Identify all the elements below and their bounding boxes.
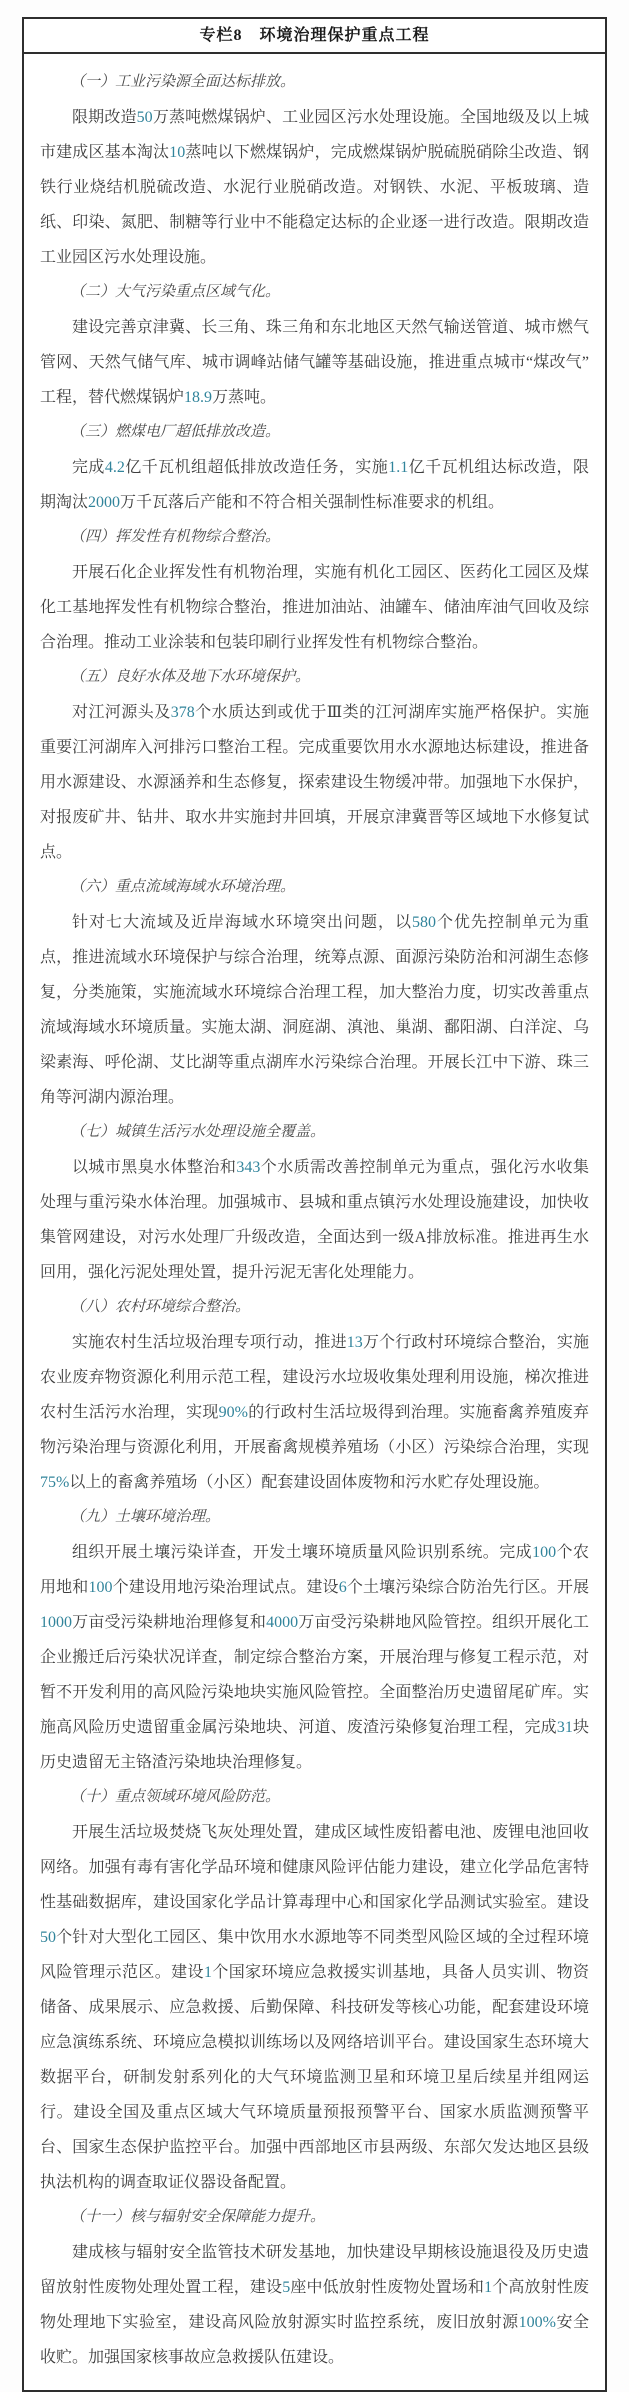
section-body: 完成4.2亿千瓦机组超低排放改造任务，实施1.1亿千瓦机组达标改造，限期淘汰2000万千瓦落后产能和不符合相关强制性标准要求的机组。 (40, 459, 589, 511)
document-box (22, 17, 607, 2392)
section-heading: （七）城镇生活污水处理设施全覆盖。 (70, 1124, 326, 1140)
section-body: 组织开展土壤污染详查，开发土壤环境质量风险识别系统。完成100个农用地和100个建设用地污染治理试点。建设6个土壤污染综合防治先行区。开展1000万亩受污染耕地治理修复和4000万亩受污染耕地风险管控。组织开展化工企业搬迁后污染状况详查，制定综合整治方案，开展治理与修复工程示范，对暂不开发利用的高风险污染地块实施风险管控。全面整治历史遗留尾矿库。实施高风险历史遗留重金属污染地块、河道、废渣污染修复治理工程，完成31块历史遗留无主铬渣污染地块治理修复。 (40, 1544, 589, 1771)
section-body: 建设完善京津冀、长三角、珠三角和东北地区天然气输送管道、城市燃气管网、天然气储气库、城市调峰站储气罐等基础设施，推进重点城市“煤改气”工程，替代燃煤锅炉18.9万蒸吨。 (40, 319, 589, 406)
section-body: 对江河源头及378个水质达到或优于Ⅲ类的江河湖库实施严格保护。实施重要江河湖库入河排污口整治工程。完成重要饮用水水源地达标建设，推进备用水源建设、水源涵养和生态修复，探索建设生物缓冲带。加强地下水保护，对报废矿井、钻井、取水井实施封井回填，开展京津冀晋等区域地下水修复试点。 (40, 704, 589, 861)
section-body: 限期改造50万蒸吨燃煤锅炉、工业园区污水处理设施。全国地级及以上城市建成区基本淘汰10蒸吨以下燃煤锅炉，完成燃煤锅炉脱硫脱硝除尘改造、钢铁行业烧结机脱硫改造、水泥行业脱硝改造。对钢铁、水泥、平板玻璃、造纸、印染、氮肥、制糖等行业中不能稳定达标的企业逐一进行改造。限期改造工业园区污水处理设施。 (40, 109, 589, 266)
box-title: 专栏8 环境治理保护重点工程 (24, 19, 605, 54)
section-heading: （十一）核与辐射安全保障能力提升。 (70, 2209, 326, 2225)
section-heading: （三）燃煤电厂超低排放改造。 (70, 424, 281, 440)
section-heading: （十）重点领域环境风险防范。 (70, 1789, 281, 1805)
section-body: 建成核与辐射安全监管技术研发基地，加快建设早期核设施退役及历史遗留放射性废物处理处置工程，建设5座中低放射性废物处置场和1个高放射性废物处理地下实验室，建设高风险放射源实时监控系统，废旧放射源100%安全收贮。加强国家核事故应急救援队伍建设。 (40, 2244, 589, 2366)
section-heading: （一）工业污染源全面达标排放。 (70, 74, 296, 90)
section-heading: （九）土壤环境治理。 (70, 1509, 221, 1525)
section-body: 开展生活垃圾焚烧飞灰处理处置，建成区域性废铅蓄电池、废锂电池回收网络。加强有毒有害化学品环境和健康风险评估能力建设，建立化学品危害特性基础数据库，建设国家化学品计算毒理中心和国家化学品测试实验室。建设50个针对大型化工园区、集中饮用水水源地等不同类型风险区域的全过程环境风险管理示范区。建设1个国家环境应急救援实训基地，具备人员实训、物资储备、成果展示、应急救援、后勤保障、科技研发等核心功能，配套建设环境应急演练系统、环境应急模拟训练场以及网络培训平台。建设国家生态环境大数据平台，研制发射系列化的大气环境监测卫星和环境卫星后续星并组网运行。建设全国及重点区域大气环境质量预报预警平台、国家水质监测预警平台、国家生态保护监控平台。加强中西部地区市县两级、东部欠发达地区县级执法机构的调查取证仪器设备配置。 (40, 1824, 589, 2191)
section-heading: （二）大气污染重点区域气化。 (70, 284, 281, 300)
section-body: 针对七大流域及近岸海域水环境突出问题，以580个优先控制单元为重点，推进流域水环境保护与综合治理，统筹点源、面源污染防治和河湖生态修复，分类施策，实施流域水环境综合治理工程，加大整治力度，切实改善重点流域海域水环境质量。实施太湖、洞庭湖、滇池、巢湖、鄱阳湖、白洋淀、乌梁素海、呼伦湖、艾比湖等重点湖库水污染综合治理。开展长江中下游、珠三角等河湖内源治理。 (40, 914, 589, 1106)
section-body: 以城市黑臭水体整治和343个水质需改善控制单元为重点，强化污水收集处理与重污染水体治理。加强城市、县城和重点镇污水处理设施建设，加快收集管网建设，对污水处理厂升级改造，全面达到一级A排放标准。推进再生水回用，强化污泥处理处置，提升污泥无害化处理能力。 (40, 1159, 589, 1281)
section-body: 实施农村生活垃圾治理专项行动，推进13万个行政村环境综合整治，实施农业废弃物资源化利用示范工程，建设污水垃圾收集处理利用设施，梯次推进农村生活污水治理，实现90%的行政村生活垃圾得到治理。实施畜禽养殖废弃物污染治理与资源化利用，开展畜禽规模养殖场（小区）污染综合治理，实现75%以上的畜禽养殖场（小区）配套建设固体废物和污水贮存处理设施。 (40, 1334, 589, 1491)
box-body (24, 54, 605, 2390)
section-heading: （五）良好水体及地下水环境保护。 (70, 669, 311, 685)
section-heading: （八）农村环境综合整治。 (70, 1299, 251, 1315)
section-body: 开展石化企业挥发性有机物治理，实施有机化工园区、医药化工园区及煤化工基地挥发性有机物综合整治，推进加油站、油罐车、储油库油气回收及综合治理。推动工业涂装和包装印刷行业挥发性有机物综合整治。 (40, 564, 589, 651)
section-heading: （四）挥发性有机物综合整治。 (70, 529, 281, 545)
section-heading: （六）重点流域海域水环境治理。 (70, 879, 296, 895)
